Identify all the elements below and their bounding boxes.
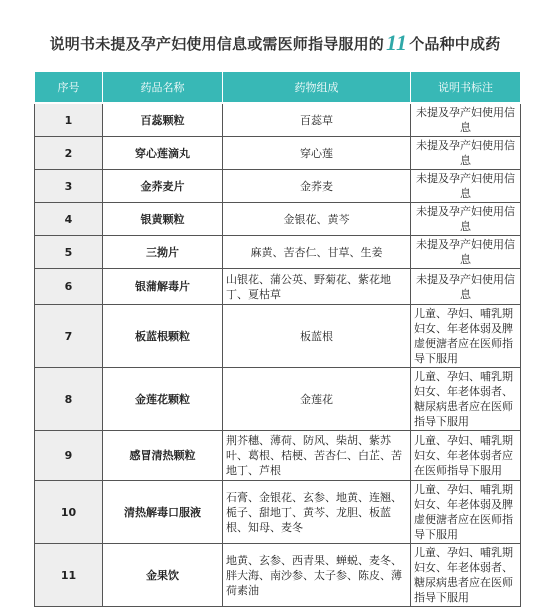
row-no: 11 bbox=[35, 544, 103, 607]
table-row bbox=[35, 236, 521, 269]
title-prefix: 说明书未提及孕产妇使用信息或需医师指导服用的 bbox=[49, 35, 384, 53]
row-name: 金果饮 bbox=[103, 544, 223, 607]
table-row bbox=[35, 431, 521, 481]
row-no: 2 bbox=[35, 137, 103, 170]
table-row bbox=[35, 269, 521, 305]
table-row bbox=[35, 368, 521, 431]
row-label: 儿童、孕妇、哺乳期妇女、年老体弱者、糖尿病患者应在医师指导下服用 bbox=[411, 368, 521, 431]
row-ingredients: 石膏、金银花、玄参、地黄、连翘、栀子、甜地丁、黄芩、龙胆、板蓝根、知母、麦冬 bbox=[223, 481, 411, 544]
row-no: 7 bbox=[35, 305, 103, 368]
row-label: 儿童、孕妇、哺乳期妇女、年老体弱及脾虚便溏者应在医师指导下服用 bbox=[411, 305, 521, 368]
row-name: 银蒲解毒片 bbox=[103, 269, 223, 305]
row-ingredients: 荆芥穗、薄荷、防风、柴胡、紫苏叶、葛根、桔梗、苦杏仁、白芷、苦地丁、芦根 bbox=[223, 431, 411, 481]
row-ingredients: 百蕊草 bbox=[223, 103, 411, 137]
row-ingredients: 地黄、玄参、西青果、蝉蜕、麦冬、胖大海、南沙参、太子参、陈皮、薄荷素油 bbox=[223, 544, 411, 607]
row-label: 未提及孕产妇使用信息 bbox=[411, 103, 521, 137]
table-row bbox=[35, 544, 521, 607]
row-ingredients: 金莲花 bbox=[223, 368, 411, 431]
row-ingredients: 麻黄、苦杏仁、甘草、生姜 bbox=[223, 236, 411, 269]
row-label: 未提及孕产妇使用信息 bbox=[411, 137, 521, 170]
row-ingredients: 金荞麦 bbox=[223, 170, 411, 203]
medicine-table-container bbox=[34, 71, 520, 607]
title-suffix: 个品种中成药 bbox=[409, 35, 501, 53]
row-ingredients: 穿心莲 bbox=[223, 137, 411, 170]
row-label: 未提及孕产妇使用信息 bbox=[411, 269, 521, 305]
row-ingredients: 金银花、黄芩 bbox=[223, 203, 411, 236]
row-no: 1 bbox=[35, 103, 103, 137]
title-number: 11 bbox=[386, 30, 408, 55]
row-no: 4 bbox=[35, 203, 103, 236]
page-title bbox=[0, 30, 550, 56]
row-name: 穿心莲滴丸 bbox=[103, 137, 223, 170]
medicine-table bbox=[34, 71, 521, 607]
row-no: 9 bbox=[35, 431, 103, 481]
header-ingredients: 药物组成 bbox=[223, 72, 411, 104]
table-header-row bbox=[35, 72, 521, 104]
header-no: 序号 bbox=[35, 72, 103, 104]
row-ingredients: 山银花、蒲公英、野菊花、紫花地丁、夏枯草 bbox=[223, 269, 411, 305]
row-label: 未提及孕产妇使用信息 bbox=[411, 203, 521, 236]
table-row bbox=[35, 103, 521, 137]
row-label: 未提及孕产妇使用信息 bbox=[411, 170, 521, 203]
row-no: 3 bbox=[35, 170, 103, 203]
header-label: 说明书标注 bbox=[411, 72, 521, 104]
row-name: 感冒清热颗粒 bbox=[103, 431, 223, 481]
row-no: 10 bbox=[35, 481, 103, 544]
table-row bbox=[35, 481, 521, 544]
row-name: 金莲花颗粒 bbox=[103, 368, 223, 431]
row-no: 8 bbox=[35, 368, 103, 431]
table-row bbox=[35, 203, 521, 236]
row-label: 儿童、孕妇、哺乳期妇女、年老体弱者、糖尿病患者应在医师指导下服用 bbox=[411, 544, 521, 607]
row-label: 未提及孕产妇使用信息 bbox=[411, 236, 521, 269]
row-no: 6 bbox=[35, 269, 103, 305]
row-name: 金荞麦片 bbox=[103, 170, 223, 203]
table-row bbox=[35, 170, 521, 203]
row-name: 清热解毒口服液 bbox=[103, 481, 223, 544]
row-ingredients: 板蓝根 bbox=[223, 305, 411, 368]
table-row bbox=[35, 305, 521, 368]
row-name: 板蓝根颗粒 bbox=[103, 305, 223, 368]
row-label: 儿童、孕妇、哺乳期妇女、年老体弱及脾虚便溏者应在医师指导下服用 bbox=[411, 481, 521, 544]
row-no: 5 bbox=[35, 236, 103, 269]
row-name: 三拗片 bbox=[103, 236, 223, 269]
table-row bbox=[35, 137, 521, 170]
header-name: 药品名称 bbox=[103, 72, 223, 104]
row-label: 儿童、孕妇、哺乳期妇女、年老体弱者应在医师指导下服用 bbox=[411, 431, 521, 481]
row-name: 百蕊颗粒 bbox=[103, 103, 223, 137]
row-name: 银黄颗粒 bbox=[103, 203, 223, 236]
